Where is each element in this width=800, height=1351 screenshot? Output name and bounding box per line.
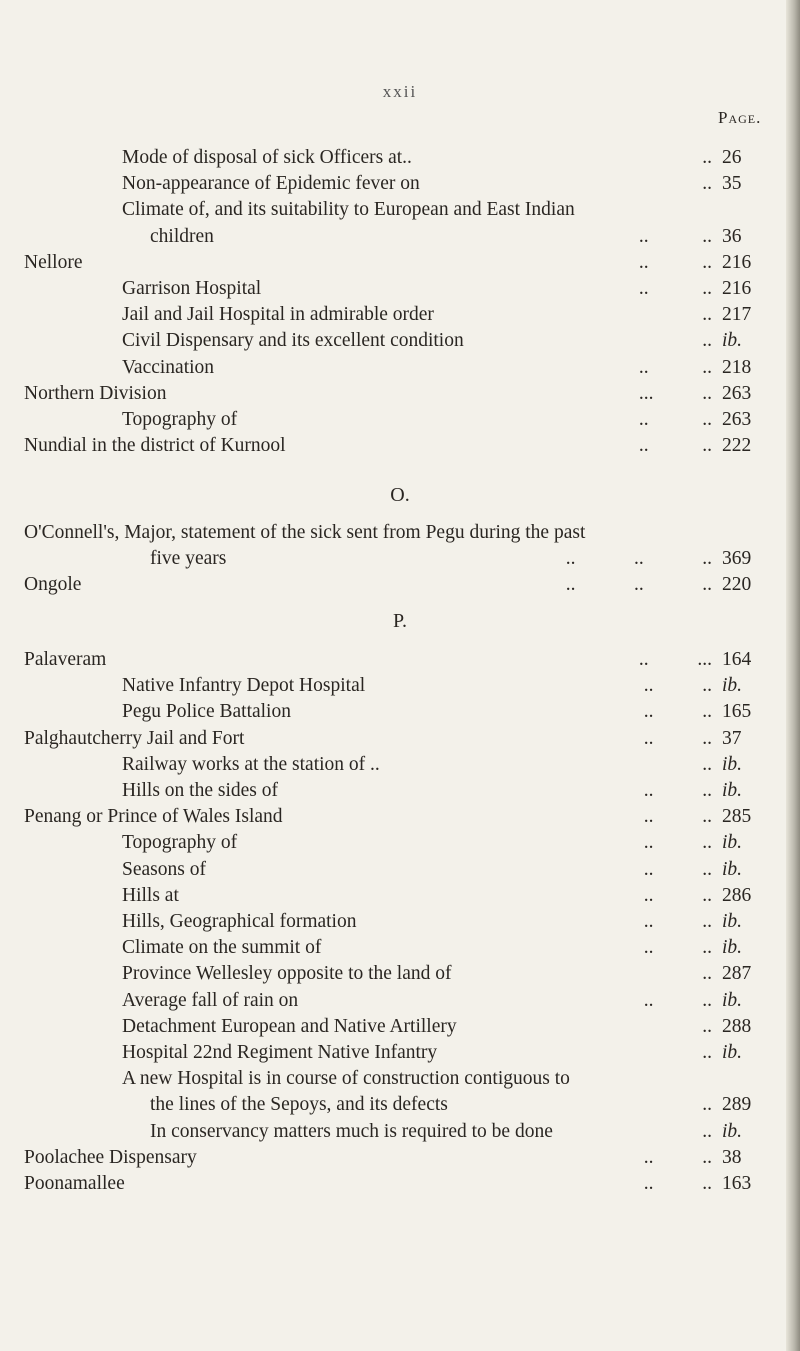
page-number: 26 [722,147,742,168]
leader-dots: .. .. [643,937,712,959]
index-entry-text: Railway works at the station of .. [122,753,380,775]
leader-dots: .. [702,963,712,985]
leader-dots: .. [702,1094,712,1116]
leader-dots: .. [702,304,712,326]
page-number: 286 [722,884,752,906]
index-entry-text: Garrison Hospital [122,278,262,299]
page-number: 289 [722,1094,752,1116]
index-entry-text: Palaveram [24,649,107,670]
index-entry-text: In conservancy matters much is required to be done [150,1120,553,1142]
page-number: ib. [722,911,743,932]
leader-dots: .. .. [643,727,712,749]
index-entry-text: five years [150,548,227,570]
leader-dots: .. .. [638,251,712,273]
leader-dots: .. .. [643,1173,712,1194]
index-entry-text: O'Connell's, Major, statement of the sick sent from Pegu during the past [24,522,586,543]
index-entry-text: Hills on the sides of [122,780,278,801]
page-number: 163 [722,1173,752,1194]
leader-dots: ... .. [638,382,712,404]
index-entry-text: Palghautcherry Jail and Fort [24,727,245,749]
index-entry-text: Hospital 22nd Regiment Native Infantry [122,1042,438,1063]
leader-dots: .. [702,1042,712,1063]
page-number: 287 [722,963,752,985]
leader-dots: .. [702,753,712,775]
section-letter: P. [393,610,407,632]
page-number: 217 [722,304,752,326]
page-number: ib. [722,1042,743,1063]
index-entry-text: Vaccination [122,356,215,378]
index-entry-text: Topography of [122,832,238,854]
leader-dots: .. .. [643,884,712,906]
leader-dots: .. .. [638,225,712,247]
page-number: 35 [722,173,742,195]
page-number: 216 [722,251,752,273]
page-number: 216 [722,278,752,299]
index-entry-text: Penang or Prince of Wales Island [24,806,283,828]
page-number: ib. [722,832,743,854]
leader-dots: .. [702,173,712,195]
leader-dots: .. [702,1015,712,1037]
page-number: 288 [722,1015,752,1037]
index-entry-text: Nundial in the district of Kurnool [24,435,286,457]
page-number: 263 [722,382,752,404]
leader-dots: .. .. [643,806,712,828]
index-entry-text: Average fall of rain on [122,989,299,1011]
page-number: 165 [722,701,752,723]
page-number: ib. [722,753,743,775]
leader-dots: .. .. [638,435,712,457]
leader-dots: .. .. .. [565,548,712,570]
page-number: 222 [722,435,752,457]
index-entry-text: Poolachee Dispensary [24,1146,197,1168]
index-entry-text: A new Hospital is in course of construction contiguous to [122,1068,570,1090]
page-number: 36 [722,225,742,247]
leader-dots: .. .. [638,356,712,378]
index-entry-text: Northern Division [24,382,167,404]
index-entry-text: Province Wellesley opposite to the land of [122,963,452,985]
index-entry-text: Mode of disposal of sick Officers at.. [122,147,412,168]
page-number: ib. [722,675,743,697]
leader-dots: .. ... [638,649,712,670]
leader-dots: .. [702,1120,712,1142]
page-number: 164 [722,649,752,670]
page-number: 220 [722,574,752,596]
leader-dots: .. [702,330,712,352]
index-entry-text: Poonamallee [24,1173,125,1194]
index-entry-text: Jail and Jail Hospital in admirable order [122,304,434,326]
index-entry-text: Nellore [24,251,83,273]
page-number: 263 [722,409,752,430]
page-number: 38 [722,1146,742,1168]
index-entry-text: Climate of, and its suitability to European and East Indian [122,199,575,221]
page-column-heading: Page. [718,108,762,127]
page-edge [786,0,800,1351]
page-number: ib. [722,330,743,352]
index-entry-text: Ongole [24,574,82,596]
index-entry-text: children [150,225,214,247]
leader-dots: .. .. .. [565,574,712,596]
index-entry-text: Native Infantry Depot Hospital [122,675,366,697]
leader-dots: .. .. [643,858,712,880]
page-number: ib. [722,937,743,959]
page-number: ib. [722,858,743,880]
leader-dots: .. .. [643,675,712,697]
leader-dots: .. .. [643,989,712,1011]
page-roman-numeral: xxii [382,82,418,101]
index-entry-text: Non-appearance of Epidemic fever on [122,173,420,195]
page-number: ib. [722,989,743,1011]
index-entry-text: Climate on the summit of [122,937,322,959]
index-entry-text: Pegu Police Battalion [122,701,291,723]
index-entry-text: Hills at [122,884,179,906]
page-number: 369 [722,548,752,570]
page-number: ib. [722,1120,743,1142]
index-entry-text: the lines of the Sepoys, and its defects [150,1094,448,1116]
page-number: 285 [722,806,752,828]
leader-dots: .. .. [643,1146,712,1168]
index-entry-text: Civil Dispensary and its excellent condition [122,330,464,352]
leader-dots: .. .. [643,911,712,932]
leader-dots: .. .. [638,278,712,299]
section-letter: O. [390,484,410,506]
leader-dots: .. .. [643,832,712,854]
leader-dots: .. .. [638,409,712,430]
index-entry-text: Seasons of [122,858,206,880]
leader-dots: .. .. [643,780,712,801]
leader-dots: .. [702,147,712,168]
leader-dots: .. .. [643,701,712,723]
page-number: 37 [722,727,742,749]
page-number: ib. [722,780,743,801]
page-number: 218 [722,356,752,378]
index-entry-text: Detachment European and Native Artillery [122,1015,457,1037]
index-entry-text: Topography of [122,409,238,430]
index-entry-text: Hills, Geographical formation [122,911,357,932]
